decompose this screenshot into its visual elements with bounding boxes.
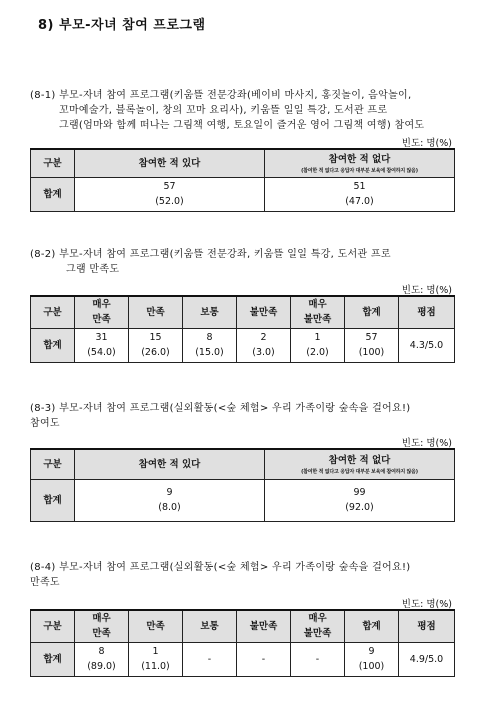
- value-cell: 1 (2.0): [291, 328, 345, 362]
- question-8-1: [30, 88, 424, 133]
- header-neutral: 보통: [183, 296, 237, 328]
- question-line: 그램(엄마와 함께 떠나는 그림책 여행, 토요일이 즐거운 영어 그림책 여행) 참여도: [59, 120, 425, 131]
- value-cell: 4.3/5.0: [399, 328, 455, 362]
- unit-label: 빈도: 명(%): [401, 599, 452, 610]
- question-8-2: [30, 247, 391, 277]
- row-label-total: 합계: [31, 642, 75, 676]
- question-line: 참여도: [30, 418, 60, 429]
- header-category: 구분: [31, 296, 75, 328]
- value-cell: 57 (100): [345, 328, 399, 362]
- value-cell: -: [183, 642, 237, 676]
- header-category: 구분: [31, 610, 75, 642]
- question-line: (8-2) 부모-자녀 참여 프로그램(키움뜰 전문강좌, 키움뜰 일일 특강, 도서관 프로: [30, 249, 391, 260]
- header-note: (참여한 적 없다고 응답자 대부분 보육에 참여하지 않음): [301, 167, 418, 174]
- header-total: 합계: [345, 610, 399, 642]
- question-8-3: [30, 401, 410, 431]
- value-cell: 31 (54.0): [75, 328, 129, 362]
- header-not-participated: 참여한 적 없다 (참여한 적 없다고 응답자 대부분 보육에 참여하지 않음): [265, 449, 455, 479]
- question-line: (8-1) 부모-자녀 참여 프로그램(키움뜰 전문강좌(베이비 마사지, 홍짓놀이, 음악놀이,: [30, 90, 412, 101]
- header-participated: 참여한 적 있다: [75, 149, 265, 177]
- table-8-2: [30, 295, 455, 363]
- header-category: 구분: [31, 449, 75, 479]
- unit-label: 빈도: 명(%): [401, 138, 452, 149]
- header-very-satisfied: 매우 만족: [75, 610, 129, 642]
- header-rating: 평점: [399, 296, 455, 328]
- header-total: 합계: [345, 296, 399, 328]
- header-dissatisfied: 불만족: [237, 296, 291, 328]
- value-cell: 9 (8.0): [75, 479, 265, 521]
- value-cell: 9 (100): [345, 642, 399, 676]
- value-cell: 2 (3.0): [237, 328, 291, 362]
- question-line: (8-4) 부모-자녀 참여 프로그램(실외활동(<숲 체험> 우리 가족이랑 숲속을 걸어요!): [30, 562, 411, 573]
- header-not-participated: 참여한 적 없다 (참여한 적 없다고 응답자 대부분 보육에 참여하지 않음): [265, 149, 455, 177]
- unit-label: 빈도: 명(%): [401, 438, 452, 449]
- question-line: 꼬마예술가, 블록놀이, 창의 꼬마 요리사), 키움뜰 일일 특강, 도서관 프로: [59, 105, 388, 116]
- table-8-4: [30, 609, 455, 677]
- header-rating: 평점: [399, 610, 455, 642]
- header-neutral: 보통: [183, 610, 237, 642]
- table-8-3: [30, 448, 455, 522]
- value-cell: 8 (89.0): [75, 642, 129, 676]
- value-cell: 51 (47.0): [265, 177, 455, 211]
- row-label-total: 합계: [31, 177, 75, 211]
- row-label-total: 합계: [31, 328, 75, 362]
- question-line: 그램 만족도: [66, 264, 120, 275]
- table-8-1: [30, 148, 455, 212]
- row-label-total: 합계: [31, 479, 75, 521]
- page-title: 8) 부모-자녀 참여 프로그램: [38, 18, 206, 33]
- value-cell: 8 (15.0): [183, 328, 237, 362]
- value-cell: 1 (11.0): [129, 642, 183, 676]
- header-satisfied: 만족: [129, 610, 183, 642]
- header-very-dissatisfied: 매우 불만족: [291, 610, 345, 642]
- header-very-dissatisfied: 매우 불만족: [291, 296, 345, 328]
- header-satisfied: 만족: [129, 296, 183, 328]
- question-line: 만족도: [30, 577, 60, 588]
- header-very-satisfied: 매우 만족: [75, 296, 129, 328]
- value-cell: 57 (52.0): [75, 177, 265, 211]
- header-participated: 참여한 적 있다: [75, 449, 265, 479]
- value-cell: -: [237, 642, 291, 676]
- header-note: (참여한 적 없다고 응답자 대부분 보육에 참여하지 않음): [301, 468, 418, 475]
- header-dissatisfied: 불만족: [237, 610, 291, 642]
- question-line: (8-3) 부모-자녀 참여 프로그램(실외활동(<숲 체험> 우리 가족이랑 숲속을 걸어요!): [30, 403, 411, 414]
- value-cell: -: [291, 642, 345, 676]
- value-cell: 4.9/5.0: [399, 642, 455, 676]
- value-cell: 15 (26.0): [129, 328, 183, 362]
- value-cell: 99 (92.0): [265, 479, 455, 521]
- unit-label: 빈도: 명(%): [401, 285, 452, 296]
- question-8-4: [30, 560, 410, 590]
- header-category: 구분: [31, 149, 75, 177]
